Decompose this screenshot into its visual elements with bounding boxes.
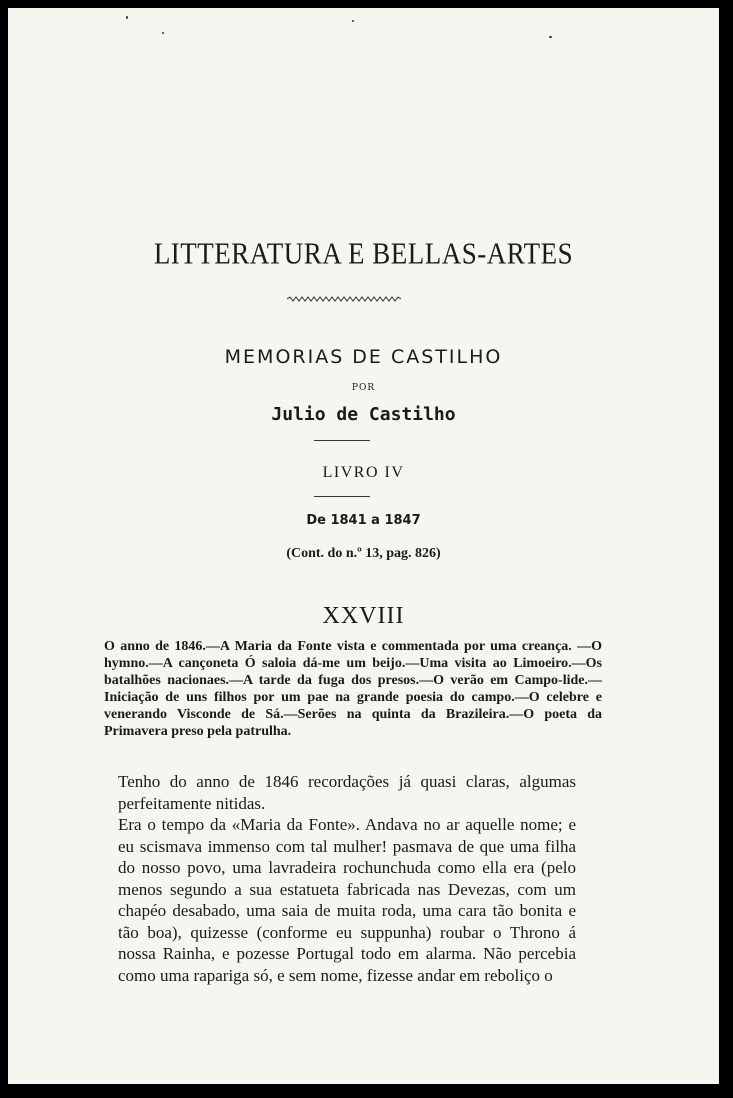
author-name: Julio de Castilho: [271, 404, 456, 425]
paragraph: Era o tempo da «Maria da Fonte». Andava no ar aquelle nome; e eu scismava immenso com tal mulher! pasmava de que uma filha do nosso povo, uma lavradeira rochunchuda como ella era (pelo menos segundo a sua estatueta fabricada nas Devezas, com um chapéo desabado, uma saia de muita roda, uma cara tão bonita e tão boa), quizesse (conforme eu suppunha) roubar o Throno á nossa Rainha, e pozesse Portugal todo em alarma. Não percebia como uma rapariga só, e sem nome, fizesse andar em reboliço o: [118, 815, 576, 985]
book-number: LIVRO IV: [322, 464, 405, 481]
print-speck: [352, 20, 354, 22]
short-rule: [314, 496, 370, 497]
memoir-title: MEMORIAS DE CASTILHO: [224, 346, 503, 368]
chapter-number: XXVIII: [322, 603, 405, 629]
document-page: [8, 8, 719, 1084]
section-title: LITTERATURA E BELLAS-ARTES: [153, 235, 574, 271]
chapter-summary: O anno de 1846.—A Maria da Fonte vista e commentada por uma creança. —O hymno.—A cançoneta Ó saloia dá-me um beijo.—Uma visita ao Limoeiro.—Os batalhões nacionaes.—A tarde da fuga dos presos.—O verão em Campo-lide.—Iniciação de uns filhos por um pae na grande poesia do campo.—O celebre e venerando Visconde de Sá.—Serões na quinta da Brazileira.—O poeta da Primavera preso pela patrulha.: [104, 639, 602, 739]
print-speck: [162, 32, 164, 34]
short-rule: [314, 440, 370, 441]
wavy-divider-ornament: [287, 295, 401, 303]
body-text: [118, 771, 576, 986]
print-speck: [549, 36, 552, 38]
byline-por: POR: [351, 383, 376, 393]
print-speck: [126, 16, 128, 19]
continuation-note: (Cont. do n.º 13, pag. 826): [286, 546, 441, 561]
date-range: De 1841 a 1847: [306, 513, 421, 528]
paragraph: Tenho do anno de 1846 recordações já quasi claras, algumas perfeitamente nitidas.: [118, 772, 576, 813]
